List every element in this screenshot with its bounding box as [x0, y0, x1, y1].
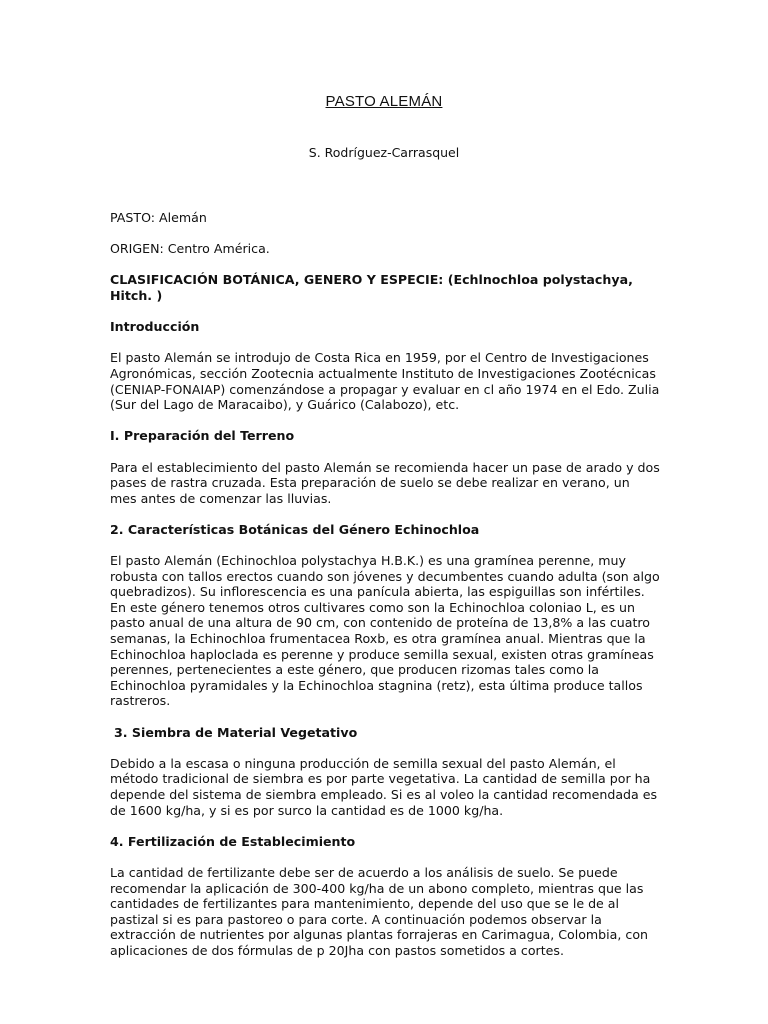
- pasto-line: PASTO: Alemán: [110, 210, 207, 225]
- intro-heading: Introducción: [110, 319, 200, 335]
- section-2-heading: 2. Características Botánicas del Género Echinochloa: [110, 521, 480, 537]
- clasificacion-heading: CLASIFICACIÓN BOTÁNICA, GENERO Y ESPECIE: (Echlnochloa polystachya, Hitch. ): [110, 272, 633, 303]
- intro-paragraph: El pasto Alemán se introdujo de Costa Rica en 1959, por el Centro de Investigaciones Agronómicas, sección Zootecnia actualmente Instituto de Investigaciones Zootécnicas (CENIAP-FONAIAP) comenzándose a propagar y evaluar en cl año 1974 en el Edo. Zulia (Sur del Lago de Maracaibo), y Guárico (Calabozo), etc.: [110, 350, 660, 413]
- section-2-paragraph: El pasto Alemán (Echinochloa polystachya H.B.K.) es una gramínea perenne, muy robusta con tallos erectos cuando son jóvenes y decumbentes cuando adulta (son algo quebradizos). Su inflorescencia es una panícula abierta, las espiguillas son infértiles. En este género tenemos otros cultivares como son la Echinochloa coloniao L, es un pasto anual de una altura de 90 cm, con contenido de proteína de 13,8% a las cuatro semanas, la Echinochloa frumentacea Roxb, es otra gramínea anual. Mientras que la Echinochloa haploclada es perenne y produce semilla sexual, existen otras gramíneas perennes, pertenecientes a este género, que producen rizomas tales como la Echinochloa pyramidales y la Echinochloa stagnina (retz), esta última produce tallos rastreros.: [110, 553, 660, 709]
- document-title: PASTO ALEMÁN: [325, 93, 443, 110]
- section-1-paragraph: Para el establecimiento del pasto Alemán se recomienda hacer un pase de arado y dos pases de rastra cruzada. Esta preparación de suelo se debe realizar en verano, un mes antes de comenzar las lluvias.: [110, 459, 660, 506]
- document-body: [110, 210, 660, 974]
- section-4-paragraph: La cantidad de fertilizante debe ser de acuerdo a los análisis de suelo. Se puede recomendar la aplicación de 300-400 kg/ha de un abono completo, mientras que las cantidades de fertilizantes para mantenimiento, depende del uso que se le de al pastizal si es para pastoreo o para corte. A continuación podemos observar la extracción de nutrientes por algunas plantas forrajeras en Carimagua, Colombia, con aplicaciones de dos fórmulas de p 20Jha con pastos sometidos a cortes.: [110, 864, 649, 958]
- section-3-paragraph: Debido a la escasa o ninguna producción de semilla sexual del pasto Alemán, el método tradicional de siembra es por parte vegetativa. La cantidad de semilla por ha depende del sistema de siembra empleado. Si es al voleo la cantidad recomendada es de 1600 kg/ha, y si es por surco la cantidad es de 1000 kg/ha.: [110, 755, 658, 818]
- section-1-heading: I. Preparación del Terreno: [110, 428, 295, 444]
- origen-line: ORIGEN: Centro América.: [110, 241, 270, 257]
- document-author: S. Rodríguez-Carrasquel: [308, 145, 460, 160]
- section-3-heading: 3. Siembra de Material Vegetativo: [114, 724, 358, 740]
- section-4-heading: 4. Fertilización de Establecimiento: [110, 833, 356, 849]
